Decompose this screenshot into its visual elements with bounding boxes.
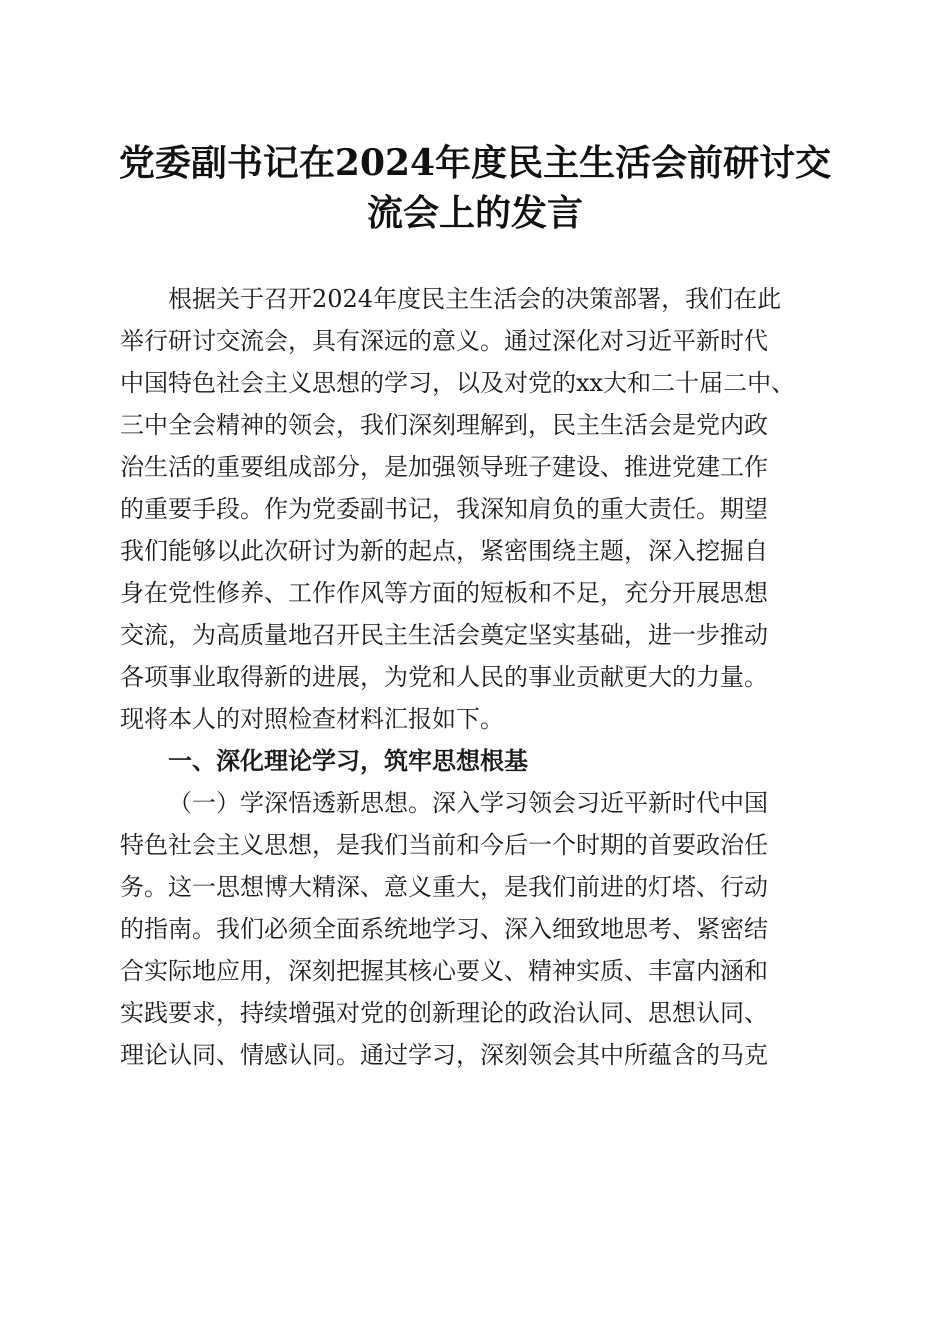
text-line: 中国特色社会主义思想的学习，以及对党的xx大和二十届二中、 — [120, 369, 796, 397]
text-line: 合实际地应用，深刻把握其核心要义、精神实质、丰富内涵和 — [120, 957, 768, 985]
text-line: 三中全会精神的领会，我们深刻理解到，民主生活会是党内政 — [120, 411, 768, 439]
text-line: 举行研讨交流会，具有深远的意义。通过深化对习近平新时代 — [120, 327, 768, 355]
text-line: 务。这一思想博大精深、意义重大，是我们前进的灯塔、行动 — [120, 873, 768, 901]
text-line: 理论认同、情感认同。通过学习，深刻领会其中所蕴含的马克 — [120, 1041, 768, 1069]
text-line: 特色社会主义思想，是我们当前和今后一个时期的首要政治任 — [120, 831, 768, 859]
title-line-1: 党委副书记在2024年度民主生活会前研讨交 — [118, 142, 832, 184]
document-title — [100, 138, 850, 238]
title-line-2: 流会上的发言 — [366, 192, 583, 234]
text-line: （一）学深悟透新思想。深入学习领会习近平新时代中国 — [168, 789, 768, 817]
text-line: 治生活的重要组成部分，是加强领导班子建设、推进党建工作 — [120, 453, 768, 481]
text-line: 现将本人的对照检查材料汇报如下。 — [120, 705, 504, 733]
text-line: 各项事业取得新的进展，为党和人民的事业贡献更大的力量。 — [120, 663, 768, 691]
text-line: 根据关于召开2024年度民主生活会的决策部署，我们在此 — [168, 285, 782, 313]
text-line: 身在党性修养、工作作风等方面的短板和不足，充分开展思想 — [120, 579, 768, 607]
subsection-paragraph — [120, 782, 830, 1076]
text-line: 我们能够以此次研讨为新的起点，紧密围绕主题，深入挖掘自 — [120, 537, 768, 565]
intro-paragraph — [120, 278, 830, 740]
text-line: 的指南。我们必须全面系统地学习、深入细致地思考、紧密结 — [120, 915, 768, 943]
text-line: 实践要求，持续增强对党的创新理论的政治认同、思想认同、 — [120, 999, 768, 1027]
document-body — [120, 278, 830, 1076]
text-line: 的重要手段。作为党委副书记，我深知肩负的重大责任。期望 — [120, 495, 768, 523]
section-heading: 一、深化理论学习，筑牢思想根基 — [168, 747, 528, 775]
text-line: 交流，为高质量地召开民主生活会奠定坚实基础，进一步推动 — [120, 621, 768, 649]
